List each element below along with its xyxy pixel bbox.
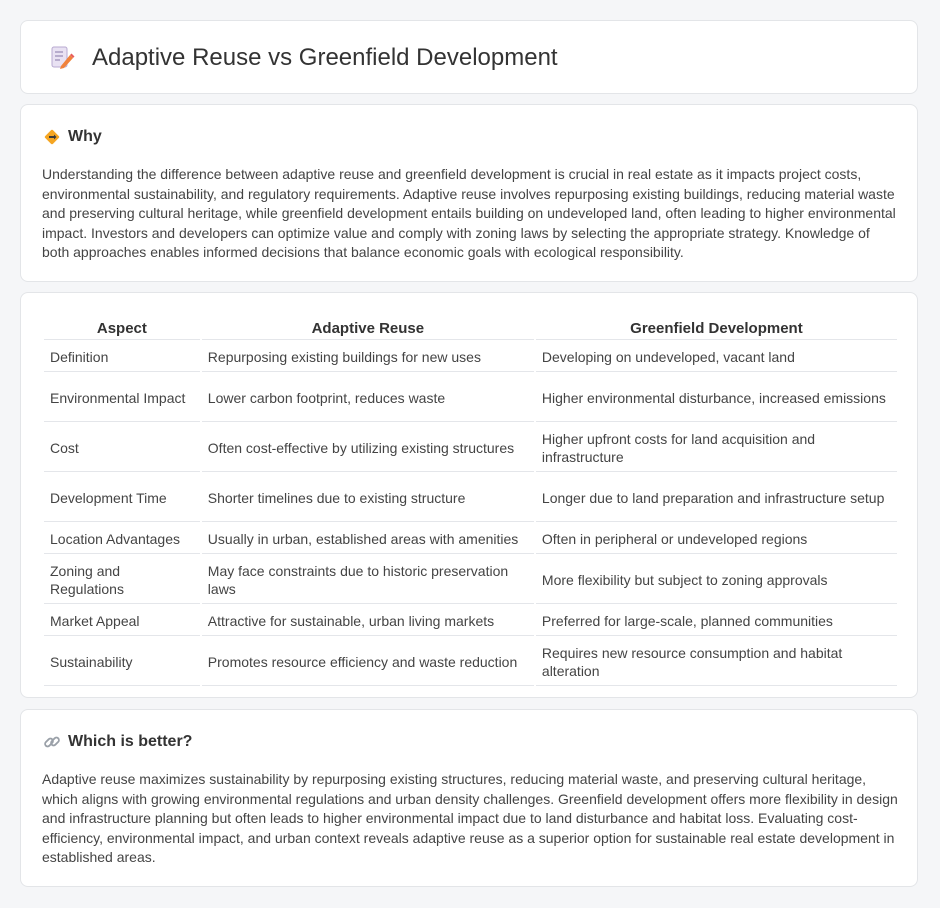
aspect-cell: Market Appeal bbox=[44, 606, 200, 636]
adaptive-reuse-cell: Promotes resource efficiency and waste reduction bbox=[202, 638, 534, 686]
adaptive-reuse-cell: Repurposing existing buildings for new uses bbox=[202, 342, 534, 372]
better-heading: Which is better? bbox=[68, 733, 193, 750]
adaptive-reuse-cell: Usually in urban, established areas with amenities bbox=[202, 524, 534, 554]
better-text: Adaptive reuse maximizes sustainability by repurposing existing structures, reducing material waste, and preserving cultural heritage, which aligns with growing environmental regulations and urban density challenges. Greenfield development offers more flexibility in design and infrastructure planning but often leads to higher environmental impact due to land disturbance and habitat loss. Evaluating cost-efficiency, environmental impact, and urban context reveals adaptive reuse as a superior option for sustainable real estate development in established areas. bbox=[42, 771, 898, 866]
greenfield-cell: Longer due to land preparation and infrastructure setup bbox=[536, 474, 897, 522]
comparison-table bbox=[42, 315, 899, 688]
header-greenfield: Greenfield Development bbox=[536, 317, 897, 340]
table-row bbox=[44, 424, 897, 472]
why-section bbox=[20, 104, 918, 282]
page-title: Adaptive Reuse vs Greenfield Development bbox=[92, 44, 558, 71]
adaptive-reuse-cell: Often cost-effective by utilizing existing structures bbox=[202, 424, 534, 472]
aspect-cell: Sustainability bbox=[44, 638, 200, 686]
aspect-cell: Cost bbox=[44, 424, 200, 472]
comparison-section bbox=[20, 292, 918, 698]
document-edit-icon bbox=[49, 45, 75, 71]
table-row bbox=[44, 606, 897, 636]
aspect-cell: Location Advantages bbox=[44, 524, 200, 554]
adaptive-reuse-cell: Shorter timelines due to existing structure bbox=[202, 474, 534, 522]
greenfield-cell: Developing on undeveloped, vacant land bbox=[536, 342, 897, 372]
aspect-cell: Zoning and Regulations bbox=[44, 556, 200, 604]
adaptive-reuse-cell: May face constraints due to historic preservation laws bbox=[202, 556, 534, 604]
header-card bbox=[20, 20, 918, 94]
aspect-cell: Development Time bbox=[44, 474, 200, 522]
adaptive-reuse-cell: Attractive for sustainable, urban living markets bbox=[202, 606, 534, 636]
table-row bbox=[44, 342, 897, 372]
aspect-cell: Definition bbox=[44, 342, 200, 372]
header-aspect: Aspect bbox=[44, 317, 200, 340]
greenfield-cell: Higher environmental disturbance, increased emissions bbox=[536, 374, 897, 422]
adaptive-reuse-cell: Lower carbon footprint, reduces waste bbox=[202, 374, 534, 422]
why-heading: Why bbox=[68, 128, 102, 145]
table-row bbox=[44, 638, 897, 686]
which-is-better-section bbox=[20, 709, 918, 887]
table-row bbox=[44, 524, 897, 554]
aspect-cell: Environmental Impact bbox=[44, 374, 200, 422]
greenfield-cell: Requires new resource consumption and habitat alteration bbox=[536, 638, 897, 686]
link-icon bbox=[43, 733, 61, 751]
greenfield-cell: Higher upfront costs for land acquisition and infrastructure bbox=[536, 424, 897, 472]
greenfield-cell: Often in peripheral or undeveloped regions bbox=[536, 524, 897, 554]
table-header-row bbox=[44, 317, 897, 340]
header-adaptive-reuse: Adaptive Reuse bbox=[202, 317, 534, 340]
greenfield-cell: Preferred for large-scale, planned communities bbox=[536, 606, 897, 636]
table-row bbox=[44, 474, 897, 522]
table-row bbox=[44, 556, 897, 604]
greenfield-cell: More flexibility but subject to zoning approvals bbox=[536, 556, 897, 604]
table-row bbox=[44, 374, 897, 422]
why-text: Understanding the difference between adaptive reuse and greenfield development is crucial in real estate as it impacts project costs, environmental sustainability, and regulatory requirements. Adaptive reuse involves repurposing existing buildings, reducing material waste and preserving cultural heritage, while greenfield development entails building on undeveloped land, often leading to higher environmental impact. Investors and developers can optimize value and comply with zoning laws by selecting the appropriate strategy. Knowledge of both approaches enables informed decisions that balance economic goals with ecological responsibility. bbox=[42, 166, 896, 261]
road-sign-icon bbox=[43, 128, 61, 146]
